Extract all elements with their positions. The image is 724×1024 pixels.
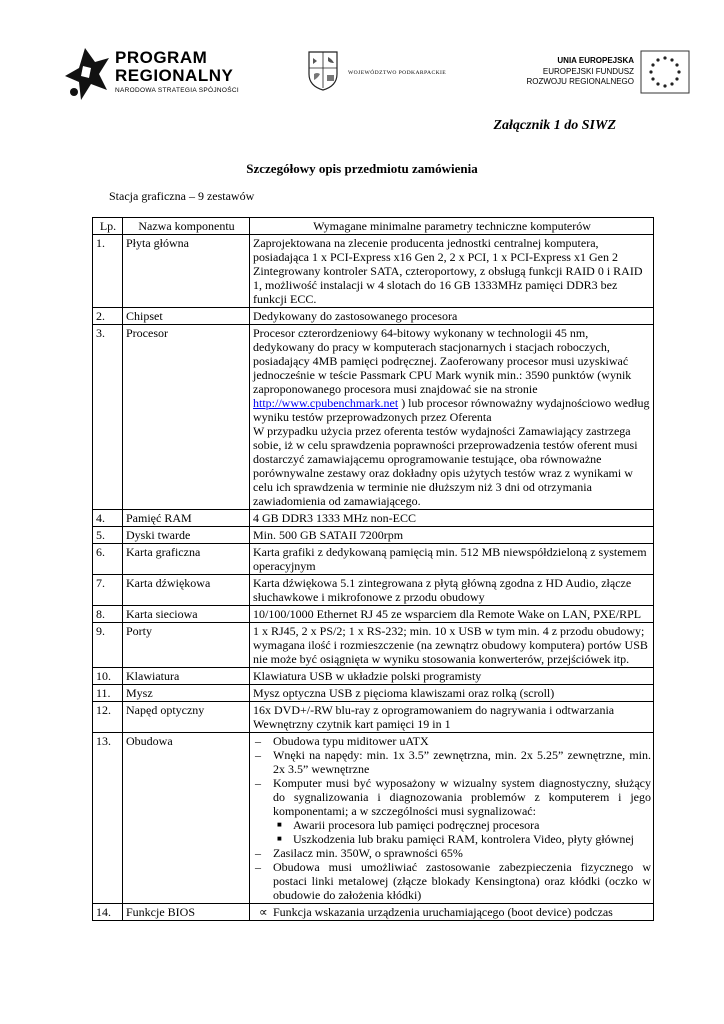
row-lp: 14. <box>93 904 123 921</box>
header-parameters: Wymagane minimalne parametry techniczne komputerów <box>250 218 654 235</box>
row-spec: 16x DVD+/-RW blu-ray z oprogramowaniem do nagrywania i odtwarzania Wewnętrzny czytnik kart pamięci 19 in 1 <box>250 702 654 733</box>
row-component: Obudowa <box>123 733 250 904</box>
row-spec: Karta dźwiękowa 5.1 zintegrowana z płytą główną zgodna z HD Audio, złącze słuchawkowe i mikrofonowe z przodu obudowy <box>250 575 654 606</box>
eu-line2: EUROPEJSKI FUNDUSZ <box>542 67 634 76</box>
program-line3: NARODOWA STRATEGIA SPÓJNOŚCI <box>115 87 239 94</box>
list-item <box>253 776 651 846</box>
specification-table <box>92 217 654 921</box>
list-item: – Obudowa musi umożliwiać zastosowanie zabezpieczenia fizycznego w postaci linki metalowej (złącze blokady Kensingtona) oraz kłódki (oczko w obudowie do założenia kłódki) <box>253 860 651 902</box>
cpu-spec-text-after: ) lub procesor równoważny wydajnościowo według wyniku testów przeprowadzonych przez Oferenta <box>253 396 650 424</box>
row-component: Funkcje BIOS <box>123 904 250 921</box>
row-spec: 1 x RJ45, 2 x PS/2; 1 x RS-232; min. 10 x USB w tym min. 4 z przodu obudowy; wymagana ilość i rozmieszczenie (na zewnątrz obudowy komputera) portów USB nie może być osiągnięta w wyniku stosowania konwerterów, przejściówek itp. <box>250 623 654 668</box>
row-component: Karta graficzna <box>123 544 250 575</box>
table-row <box>93 575 654 606</box>
row-component: Karta dźwiękowa <box>123 575 250 606</box>
list-item: – Obudowa typu miditower uATX <box>253 734 651 748</box>
table-row <box>93 527 654 544</box>
list-item: – Wnęki na napędy: min. 1x 3.5” zewnętrzna, min. 2x 5.25” zewnętrzne, min. 2x 3.5” wewnętrzne <box>253 748 651 776</box>
coat-of-arms-icon <box>306 48 340 92</box>
row-component: Mysz <box>123 685 250 702</box>
table-header-row <box>93 218 654 235</box>
row-spec: 10/100/1000 Ethernet RJ 45 ze wsparciem dla Remote Wake on LAN, PXE/RPL <box>250 606 654 623</box>
row-lp: 11. <box>93 685 123 702</box>
row-spec <box>250 904 654 921</box>
row-component: Dyski twarde <box>123 527 250 544</box>
eu-logo <box>500 50 690 100</box>
table-row <box>93 623 654 668</box>
row-spec: 4 GB DDR3 1333 MHz non-ECC <box>250 510 654 527</box>
row-component: Napęd optyczny <box>123 702 250 733</box>
case-requirements-list <box>253 734 651 902</box>
program-regionalny-logo <box>65 40 265 110</box>
row-component: Karta sieciowa <box>123 606 250 623</box>
diagnostic-sublist <box>273 818 651 846</box>
voivodeship-name: WOJEWÓDZTWO PODKARPACKIE <box>348 70 447 76</box>
list-item: – Zasilacz min. 350W, o sprawności 65% <box>253 846 651 860</box>
row-spec: Zaprojektowana na zlecenie producenta jednostki centralnej komputera, posiadająca 1 x PCI-Express x16 Gen 2, 2 x PCI, 1 x PCI-Express x1 Gen 2 Zintegrowany kontroler SATA, czteroportowy, z obsługą funkcji RAID 0 i RAID 1, możliwość instalacji w 4 slotach do 16 GB 1333MHz pamięci DDR3 bez funkcji ECC. <box>250 235 654 308</box>
table-row <box>93 510 654 527</box>
cpubenchmark-link[interactable]: http://www.cpubenchmark.net <box>253 396 399 410</box>
document-title: Szczegółowy opis przedmiotu zamówienia <box>246 161 478 176</box>
voivodeship-logo <box>306 48 476 98</box>
eu-flag-icon <box>640 50 690 94</box>
row-lp: 13. <box>93 733 123 904</box>
row-spec: Karta grafiki z dedykowaną pamięcią min. 512 MB niewspółdzieloną z systemem operacyjnym <box>250 544 654 575</box>
row-spec: Mysz optyczna USB z pięcioma klawiszami oraz rolką (scroll) <box>250 685 654 702</box>
row-lp: 10. <box>93 668 123 685</box>
row-lp: 4. <box>93 510 123 527</box>
row-lp: 12. <box>93 702 123 733</box>
table-row <box>93 904 654 921</box>
table-row <box>93 668 654 685</box>
row-lp: 1. <box>93 235 123 308</box>
row-lp: 3. <box>93 325 123 510</box>
header-lp: Lp. <box>93 218 123 235</box>
document-subtitle: Stacja graficzna – 9 zestawów <box>109 189 255 203</box>
row-spec: Dedykowany do zastosowanego procesora <box>250 308 654 325</box>
row-component: Pamięć RAM <box>123 510 250 527</box>
row-component: Procesor <box>123 325 250 510</box>
row-component: Płyta główna <box>123 235 250 308</box>
table-row <box>93 733 654 904</box>
row-component: Klawiatura <box>123 668 250 685</box>
sublist-item: ■ Uszkodzenia lub braku pamięci RAM, kontrolera Video, płyty głównej <box>273 832 651 846</box>
row-spec <box>250 733 654 904</box>
header-component: Nazwa komponentu <box>123 218 250 235</box>
row-spec: Klawiatura USB w układzie polski programisty <box>250 668 654 685</box>
row-lp: 2. <box>93 308 123 325</box>
row-lp: 6. <box>93 544 123 575</box>
annex-label: Załącznik 1 do SIWZ <box>493 118 616 133</box>
table-row <box>93 235 654 308</box>
eu-line3: ROZWOJU REGIONALNEGO <box>526 77 634 86</box>
sublist-item: ■ Awarii procesora lub pamięci podręcznej procesora <box>273 818 651 832</box>
cpu-spec-extra: W przypadku użycia przez oferenta testów wydajności Zamawiający zastrzega sobie, iż w celu sprawdzenia poprawności przeprowadzenia testów oferent musi dostarczyć zamawiającemu oprogramowanie testujące, oba równoważne porównywalne zestawy oraz dokładny opis użytych testów wraz z wynikami w celu ich sprawdzenia w terminie nie dłuższym niż 3 dni od otrzymania zawiadomienia od zamawiającego. <box>253 424 638 508</box>
table-row <box>93 308 654 325</box>
row-spec <box>250 325 654 510</box>
row-component: Chipset <box>123 308 250 325</box>
table-row <box>93 325 654 510</box>
row-lp: 7. <box>93 575 123 606</box>
eu-line1: UNIA EUROPEJSKA <box>557 56 634 65</box>
program-line2: REGIONALNY <box>115 66 234 85</box>
table-row <box>93 606 654 623</box>
row-component: Porty <box>123 623 250 668</box>
table-row <box>93 702 654 733</box>
row-lp: 5. <box>93 527 123 544</box>
list-item-text: Komputer musi być wyposażony w wizualny system diagnostyczny, służący do sygnalizowania i diagnozowania problemów z komputerem i jego komponentami; a w szczególności musi sygnalizować: <box>273 776 651 818</box>
bios-item: ∝ Funkcja wskazania urządzenia uruchamiającego (boot device) podczas <box>253 905 651 919</box>
table-row <box>93 544 654 575</box>
program-star-icon <box>65 46 109 102</box>
row-lp: 9. <box>93 623 123 668</box>
logo-bar <box>60 40 690 110</box>
cpu-spec-text: Procesor czterordzeniowy 64-bitowy wykonany w technologii 45 nm, dedykowany do pracy w komputerach stacjonarnych i stacjach roboczych, posiadający 4MB pamięci podręcznej. Zaoferowany procesor musi uzyskiwać jednocześnie w teście Passmark CPU Mark wynik min.: 3590 punktów (wynik zaproponowanego procesora musi znajdować sie na stronie <box>253 326 632 396</box>
row-lp: 8. <box>93 606 123 623</box>
program-line1: PROGRAM <box>115 48 208 67</box>
row-spec: Min. 500 GB SATAII 7200rpm <box>250 527 654 544</box>
table-row <box>93 685 654 702</box>
